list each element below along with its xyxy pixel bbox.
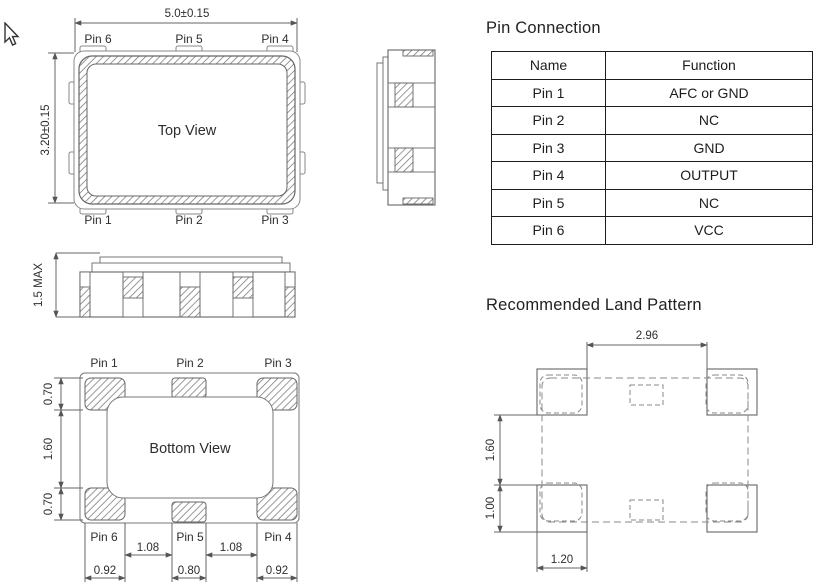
pin-label: Pin 5	[175, 32, 203, 46]
bottom-view-drawing	[35, 352, 325, 584]
lid-edge-outer	[377, 63, 383, 183]
pin-name-cell: Pin 5	[492, 189, 606, 217]
dimension-value: 1.00	[485, 496, 497, 520]
width-dimension-value: 5.0±0.15	[164, 8, 210, 20]
front-lid-step	[92, 263, 290, 272]
height-dimension-value: 3.20±0.15	[40, 104, 52, 156]
top-view-drawing	[28, 4, 330, 226]
side-seal-top	[403, 50, 433, 56]
land-left-dimension-lines	[494, 415, 537, 532]
column-header-function: Function	[606, 52, 813, 80]
pin-function-cell: OUTPUT	[606, 162, 813, 190]
front-height-dimension-value: 1.5 MAX	[33, 262, 45, 308]
pin-label: Pin 1	[84, 213, 112, 226]
table-row	[492, 134, 813, 162]
dimension-value: 0.92	[93, 565, 117, 577]
land-bottom-dimension-lines	[537, 532, 587, 572]
dimension-value: 2.96	[635, 330, 659, 342]
pin-label: Pin 5	[176, 530, 204, 544]
land-top-dimension-lines	[587, 342, 707, 369]
pin-function-cell: VCC	[606, 217, 813, 245]
table-row	[492, 162, 813, 190]
side-view-drawing	[370, 42, 445, 210]
pin-name-cell: Pin 3	[492, 134, 606, 162]
front-lid-top	[100, 257, 282, 263]
dimension-value: 0.70	[43, 492, 55, 516]
pin-name-cell: Pin 1	[492, 79, 606, 107]
pin-label: Pin 4	[261, 32, 289, 46]
table-header-row	[492, 52, 813, 80]
pin-name-cell: Pin 6	[492, 217, 606, 245]
bottom-left-dimension-lines	[54, 378, 83, 520]
column-header-name: Name	[492, 52, 606, 80]
pin-label: Pin 6	[84, 32, 112, 46]
land-pattern-drawing	[480, 320, 780, 584]
dimension-value: 0.70	[43, 382, 55, 406]
table-row	[492, 107, 813, 135]
pin-label: Pin 3	[261, 213, 289, 226]
table-row	[492, 79, 813, 107]
dimension-value: 1.60	[43, 437, 55, 461]
mouse-cursor-icon	[2, 22, 24, 48]
dimension-value: 1.08	[219, 542, 243, 554]
pin-label: Pin 2	[175, 213, 203, 226]
dimension-value: 1.60	[485, 438, 497, 462]
top-view-label: Top View	[157, 123, 217, 139]
side-pad-lower	[395, 148, 413, 172]
land-pads	[537, 369, 757, 532]
dimension-value: 1.08	[136, 542, 160, 554]
pin-connection-table	[491, 51, 813, 245]
pin-connection-title: Pin Connection	[486, 19, 601, 37]
dimension-value: 0.80	[177, 565, 201, 577]
pin-label: Pin 4	[264, 530, 292, 544]
bottom-view-label: Bottom View	[149, 441, 231, 457]
pin-label: Pin 1	[90, 356, 118, 370]
pin-label: Pin 3	[264, 356, 292, 370]
table-row	[492, 189, 813, 217]
pin-name-cell: Pin 4	[492, 162, 606, 190]
table-row	[492, 217, 813, 245]
pin-function-cell: NC	[606, 107, 813, 135]
pin-name-cell: Pin 2	[492, 107, 606, 135]
pin-label: Pin 6	[90, 530, 118, 544]
dimension-value: 1.20	[550, 554, 574, 566]
lid-edge-inner	[383, 57, 388, 190]
dimension-value: 0.92	[265, 565, 289, 577]
front-view-drawing	[25, 246, 315, 322]
land-pattern-title: Recommended Land Pattern	[486, 296, 702, 314]
pin-function-cell: AFC or GND	[606, 79, 813, 107]
pin-function-cell: GND	[606, 134, 813, 162]
side-body	[388, 50, 435, 205]
side-pad-upper	[395, 83, 413, 107]
side-seal-bottom	[403, 198, 433, 204]
pin-function-cell: NC	[606, 189, 813, 217]
pin-label: Pin 2	[176, 356, 204, 370]
